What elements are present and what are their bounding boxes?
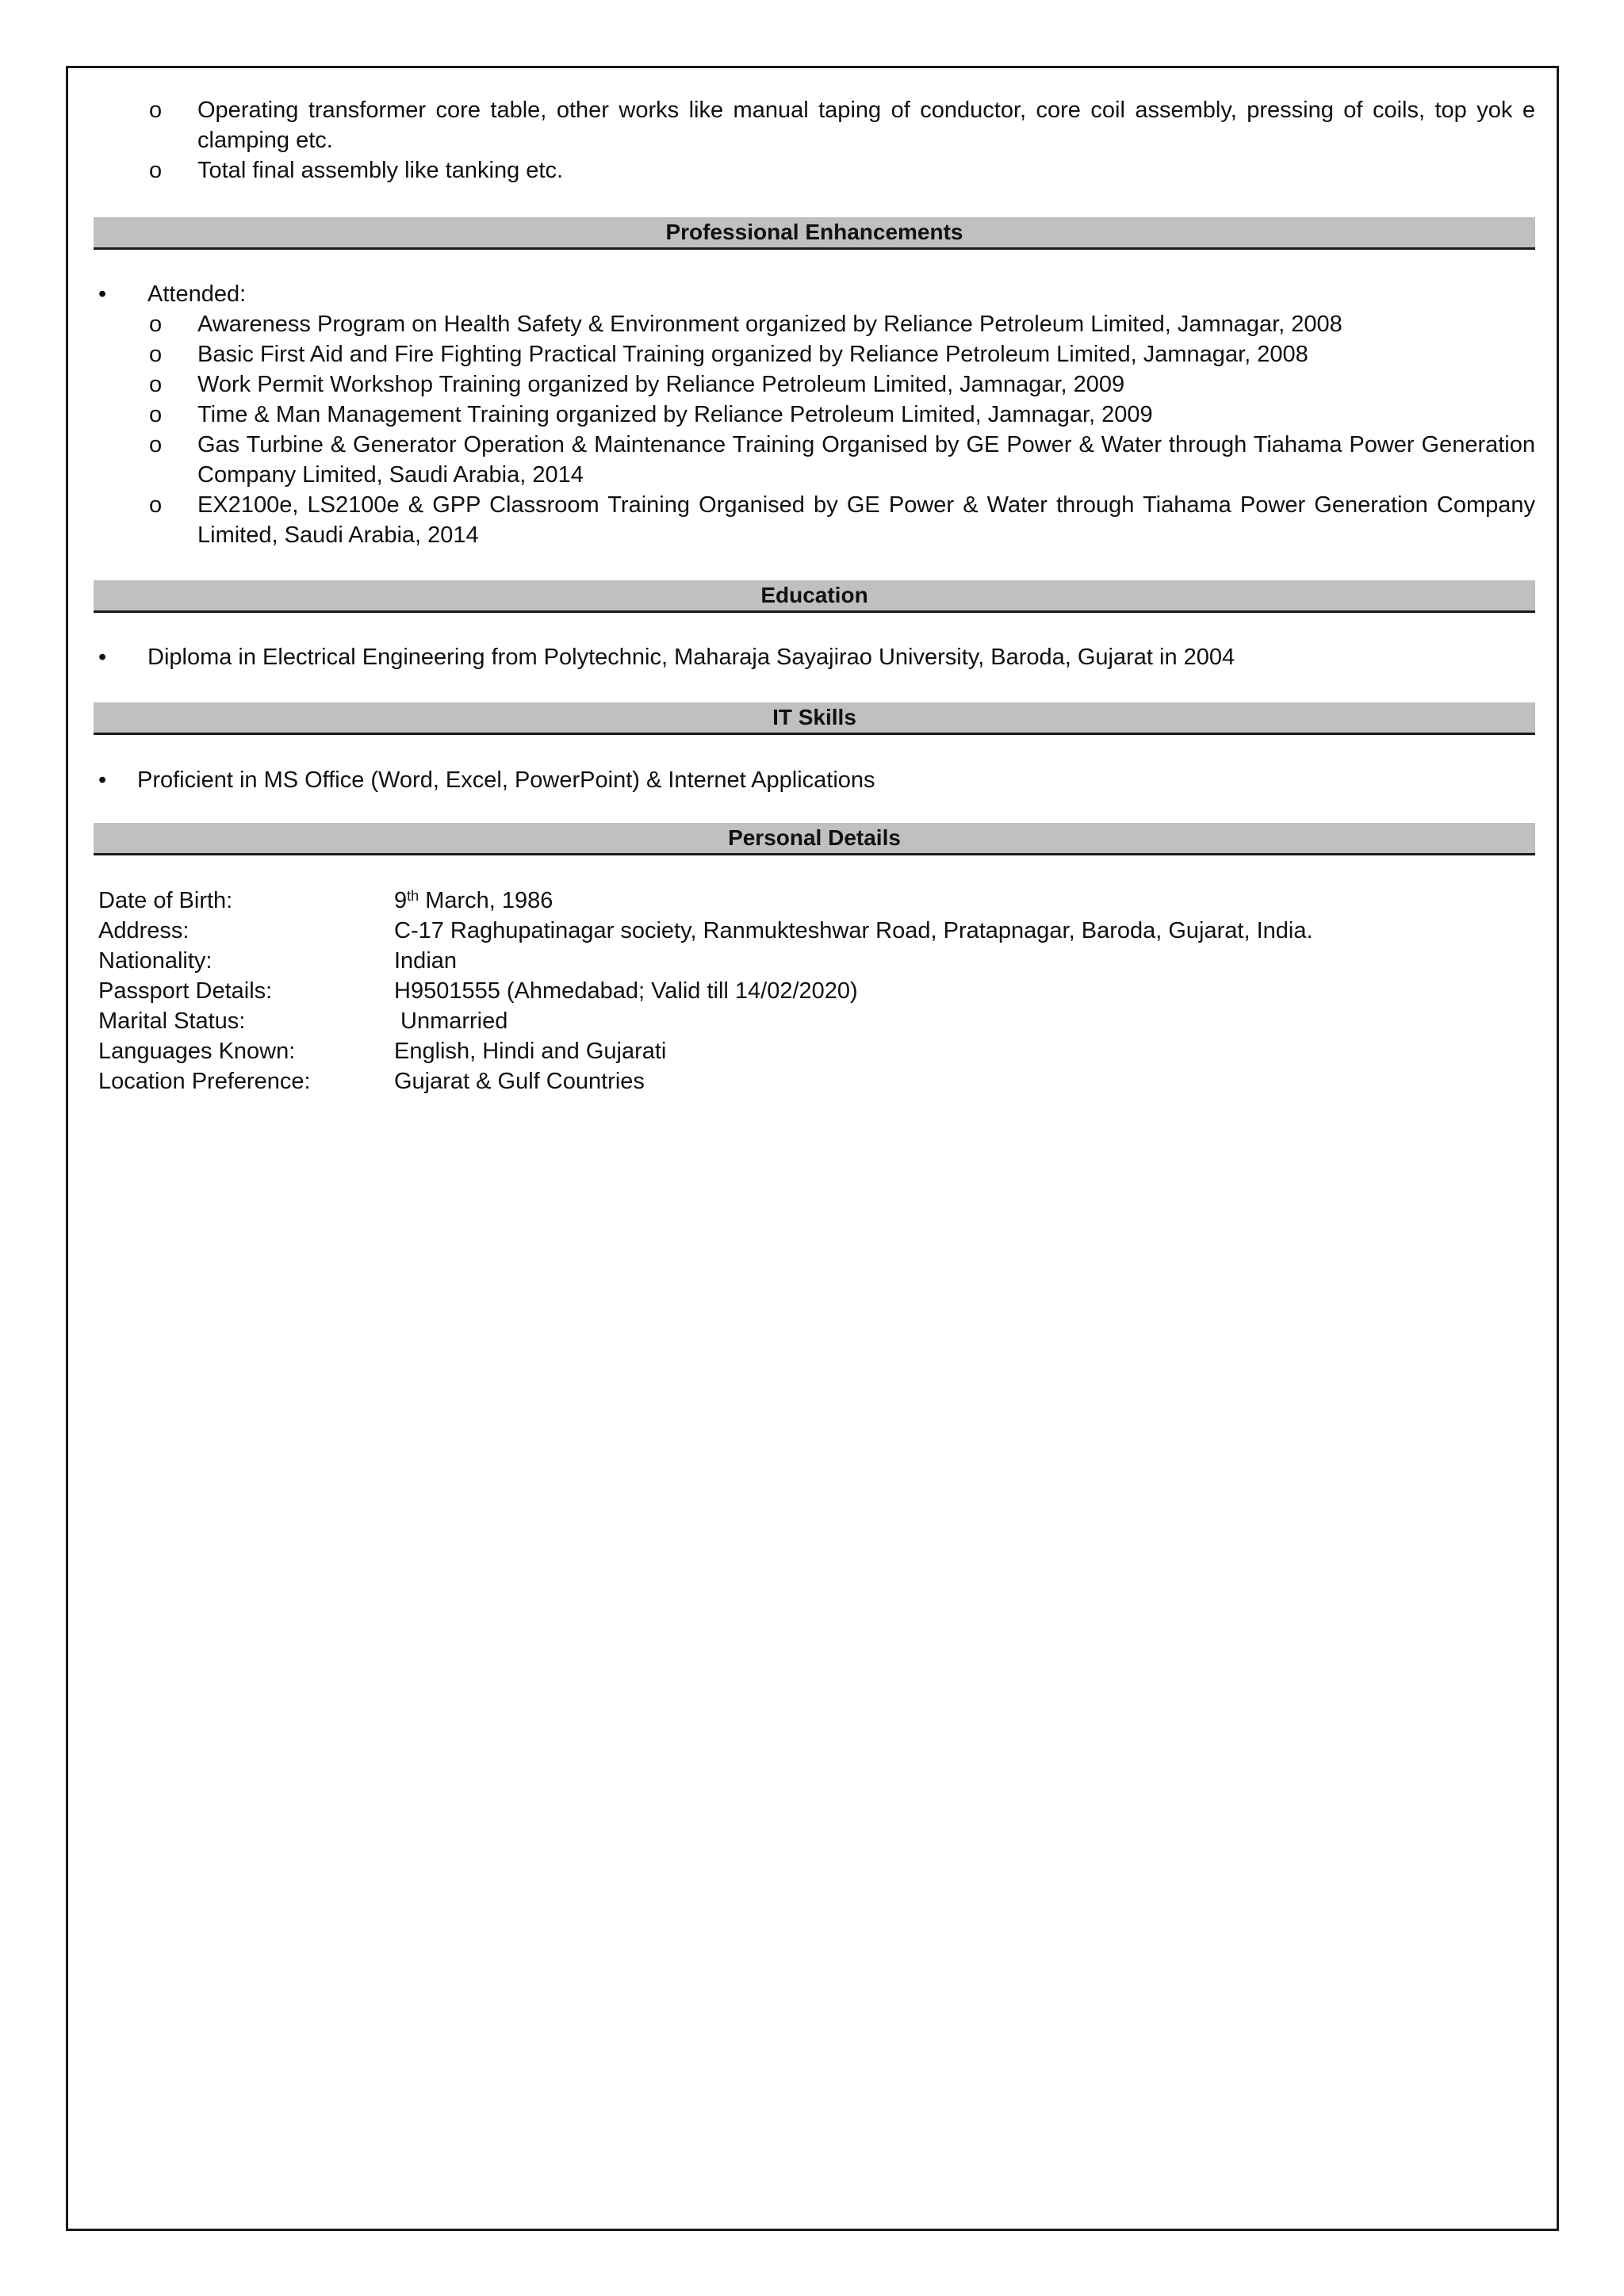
list-item-text: Work Permit Workshop Training organized by Reliance Petroleum Limited, Jamnagar, 2009 <box>197 372 1125 397</box>
list-item <box>94 430 1535 490</box>
education-item <box>94 642 1535 672</box>
marital-value: Unmarried <box>400 1008 508 1034</box>
list-item-text: Gas Turbine & Generator Operation & Maintenance Training Organised by GE Power & Water through Tiahama Power Generation Company Limited, Saudi Arabia, 2014 <box>197 432 1535 488</box>
it-skills-text: Proficient in MS Office (Word, Excel, PowerPoint) & Internet Applications <box>137 767 875 793</box>
dob-rest: March, 1986 <box>419 888 553 913</box>
hollow-bullet-icon: o <box>149 372 163 397</box>
list-item-text: Basic First Aid and Fire Fighting Practical Training organized by Reliance Petroleum Limited, Jamnagar, 2008 <box>197 342 1308 367</box>
section-header-professional-enhancements: Professional Enhancements <box>94 217 1535 250</box>
location-value: Gujarat & Gulf Countries <box>394 1069 645 1094</box>
table-row <box>94 946 1313 976</box>
nationality-label: Nationality: <box>98 948 213 974</box>
list-item <box>94 490 1535 550</box>
bullet-icon: • <box>98 281 107 307</box>
location-label: Location Preference: <box>98 1069 311 1094</box>
dob-day: 9 <box>394 888 408 913</box>
attended-label: Attended: <box>147 281 247 307</box>
bullet-icon: • <box>98 645 107 670</box>
attended-item <box>94 279 1535 309</box>
list-item-text: Operating transformer core table, other works like manual taping of conductor, core coil assembly, pressing of coils, top yok e clamping etc. <box>197 98 1535 153</box>
list-item <box>94 369 1535 400</box>
table-row <box>94 976 1313 1006</box>
table-row <box>94 1006 1313 1036</box>
table-row <box>94 886 1313 916</box>
dob-suffix: th <box>407 888 419 904</box>
hollow-bullet-icon: o <box>149 492 163 518</box>
address-value: C-17 Raghupatinagar society, Ranmukteshwar Road, Pratapnagar, Baroda, Gujarat, India. <box>394 918 1313 943</box>
trainings-list <box>94 309 1535 550</box>
table-row <box>94 1066 1313 1096</box>
passport-value: H9501555 (Ahmedabad; Valid till 14/02/2020) <box>394 978 858 1004</box>
hollow-bullet-icon: o <box>149 158 163 183</box>
list-item <box>94 400 1535 430</box>
passport-label: Passport Details: <box>98 978 273 1004</box>
bullet-icon: • <box>98 767 107 793</box>
experience-tail-list <box>94 95 1535 186</box>
list-item-text: EX2100e, LS2100e & GPP Classroom Training Organised by GE Power & Water through Tiahama Power Generation Company Limited, Saudi Arabia, 2014 <box>197 492 1535 548</box>
list-item <box>94 339 1535 369</box>
marital-label: Marital Status: <box>98 1008 246 1034</box>
dob-label: Date of Birth: <box>98 888 233 913</box>
education-text: Diploma in Electrical Engineering from Polytechnic, Maharaja Sayajirao University, Baroda, Gujarat in 2004 <box>147 645 1235 670</box>
list-item-text: Total final assembly like tanking etc. <box>197 158 563 183</box>
list-item <box>94 309 1535 339</box>
languages-label: Languages Known: <box>98 1039 296 1064</box>
hollow-bullet-icon: o <box>149 312 163 337</box>
nationality-value: Indian <box>394 948 458 974</box>
hollow-bullet-icon: o <box>149 402 163 427</box>
hollow-bullet-icon: o <box>149 98 163 123</box>
list-item-text: Awareness Program on Health Safety & Environment organized by Reliance Petroleum Limited, Jamnagar, 2008 <box>197 312 1342 337</box>
table-row <box>94 1036 1313 1066</box>
dob-value <box>394 886 1313 916</box>
list-item <box>94 155 1535 186</box>
resume-page-content <box>94 95 1535 1096</box>
list-item <box>94 95 1535 155</box>
section-header-education: Education <box>94 580 1535 613</box>
address-label: Address: <box>98 918 190 943</box>
section-header-it-skills: IT Skills <box>94 702 1535 735</box>
hollow-bullet-icon: o <box>149 432 163 457</box>
table-row <box>94 916 1313 946</box>
hollow-bullet-icon: o <box>149 342 163 367</box>
personal-details-table <box>94 886 1313 1096</box>
it-skills-item <box>94 765 1535 795</box>
section-header-personal-details: Personal Details <box>94 823 1535 855</box>
languages-value: English, Hindi and Gujarati <box>394 1039 667 1064</box>
list-item-text: Time & Man Management Training organized by Reliance Petroleum Limited, Jamnagar, 2009 <box>197 402 1153 427</box>
